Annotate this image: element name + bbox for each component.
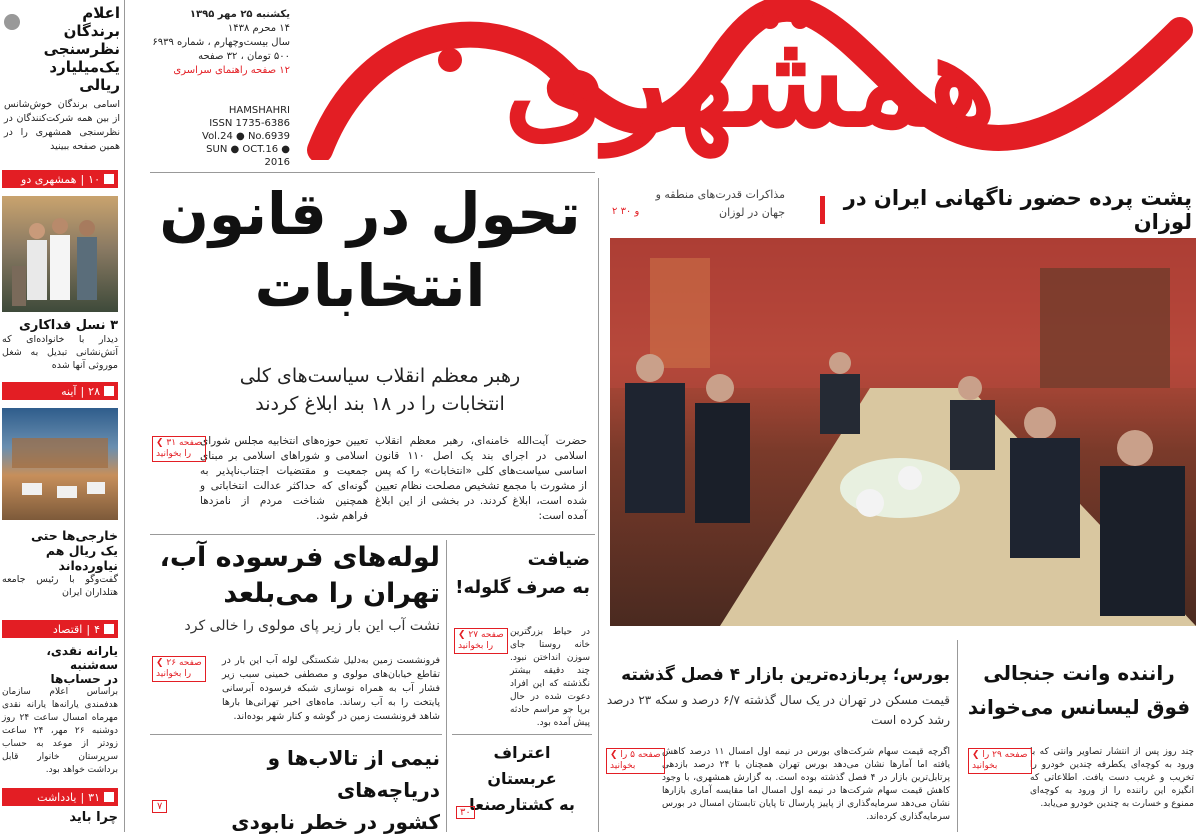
sidebar-divider — [124, 0, 125, 832]
square-icon — [104, 174, 114, 184]
feast-headline2: به صرف گلوله! — [455, 577, 590, 598]
lausanne-headline: پشت پرده حضور ناگهانی ایران در لوزان — [843, 186, 1192, 234]
section-bar-yaddasht: ۳۱ | یادداشت — [2, 788, 118, 806]
trophy-icon — [4, 14, 20, 30]
lakes-page[interactable]: ۷ — [152, 800, 167, 813]
sec1-headline: ۳ نسل فداکاری — [18, 318, 118, 333]
meeting-illustration — [610, 238, 1196, 626]
sec2-body: گفت‌وگو با رئیس جامعه هتلداران ایران — [2, 574, 118, 598]
sec3-headline2: در حساب‌ها — [50, 672, 118, 686]
lead-col-left: تعیین حوزه‌های انتخابیه مجلس شورای اسلامی و شوراهای اسلامی بر مبنای جمعیت و مقتضیات اجتناب‌ناپذیر به گونه‌ای که حداکثر عدالت انتخاباتی و همچنین شناخت مردم از نامزدها فراهم شود. — [200, 435, 368, 522]
page-ref-box[interactable]: ❮ صفحه ۵ را بخوانید — [606, 748, 665, 774]
square-icon — [104, 624, 114, 634]
pipes-headline2: تهران را می‌بلعد — [223, 578, 440, 609]
en-vol: Vol.24 ● No.6939 — [202, 131, 290, 142]
lead-subhead: رهبر معظم انقلاب سیاست‌های کلی انتخابات را در ۱۸ بند ابلاغ کردند — [239, 365, 521, 415]
pipes-sub: نشت آب این بار زیر پای مولوی را خالی کرد — [184, 618, 440, 634]
lausanne-header — [820, 186, 1192, 234]
driver-headline1: راننده وانت جنجالی — [983, 661, 1175, 685]
saudi-headline2: عربستان — [487, 769, 557, 788]
lausanne-pages: ۲ و ۳۰ — [612, 206, 640, 217]
sec2-headline2: یک ریال هم نیاورده‌اند — [45, 543, 118, 573]
sec3-story — [2, 644, 118, 777]
driver-story — [964, 656, 1194, 724]
page-ref-box[interactable]: ❮ صفحه ۳۱ را بخوانید — [152, 436, 206, 462]
sec2-headline1: خارجی‌ها حتی — [30, 528, 118, 543]
saudi-headline1: اعتراف — [493, 743, 551, 762]
page-ref-box[interactable]: ❮ صفحه ۲۷ را بخوانید — [454, 628, 508, 654]
ad-sub2: یک‌میلیارد ریالی — [49, 58, 120, 94]
page-ref-box[interactable]: ❮ صفحه ۲۹ را بخوانید — [968, 748, 1032, 774]
pipes-body: فرونشست زمین به‌دلیل شکستگی لوله آب این بار در تقاطع خیابان‌های مولوی و مصطفی خمینی سبب زیر فشار آب به همراه نوسازی شبکه فرسوده آبرسانی پایتخت را به آب رساند. ماه‌های اخیر تهرانی‌ها بارها شاهد فرونشست زمین در گوشه و کنار شهر بوده‌اند. — [222, 655, 440, 722]
pipes-story — [150, 540, 440, 634]
sec1-body: دیدار با خانواده‌ای که آتش‌نشانی تبدیل به شغل موروثی آنها شده — [2, 334, 118, 371]
driver-page-ref[interactable] — [968, 748, 1032, 774]
lead-headline-line2: انتخابات — [254, 252, 486, 320]
pipes-page-ref[interactable] — [152, 656, 206, 682]
lakes-headline2: کشور در خطر نابودی — [231, 810, 440, 834]
lausanne-bar — [820, 196, 825, 224]
ad-sub1: نظرسنجی — [43, 40, 120, 58]
en-issn: ISSN 1735-6386 — [209, 118, 290, 129]
bourse-page-ref[interactable] — [606, 748, 665, 774]
lead-divider — [598, 178, 599, 832]
date-fa: یکشنبه ۲۵ مهر ۱۳۹۵ — [189, 9, 290, 20]
pipes-divider — [446, 540, 447, 832]
masthead-info-en — [180, 104, 290, 169]
bourse-sub: قیمت مسکن در تهران در یک سال گذشته ۶/۷ درصد و سکه ۲۳ درصد رشد کرده است — [606, 693, 950, 727]
feast-story — [452, 546, 590, 602]
feast-page-ref[interactable] — [454, 628, 508, 654]
section-bar-ayeneh: ۲۸ | آینه — [2, 382, 118, 400]
rule-saudi — [452, 734, 592, 735]
sec3-headline1: یارانه نقدی، سه‌شنبه — [46, 644, 118, 672]
driver-headline2: فوق لیسانس می‌خواند — [967, 695, 1191, 719]
price-pages: ۵۰۰ تومان ، ۳۲ صفحه — [198, 51, 290, 62]
sidebar-ad — [4, 4, 120, 154]
lead-headline-line1: تحول در قانون — [159, 180, 581, 248]
masthead-info — [150, 8, 290, 78]
rule-top-lead — [150, 172, 595, 173]
sec2-story — [2, 528, 118, 599]
lausanne-kicker: مذاکرات قدرت‌های منطقه و جهان در لوزان — [655, 188, 785, 219]
photo-lausanne-meeting — [610, 238, 1196, 626]
pipes-headline1: لوله‌های فرسوده آب، — [159, 542, 440, 573]
section-bar-eghtesad: ۴ | اقتصاد — [2, 620, 118, 638]
bourse-story — [606, 660, 950, 730]
ad-body: اسامی برندگان خوش‌شانس از بین همه شرکت‌کنندگان در نظرسنجی همشهری را در همین صفحه ببینید — [4, 99, 120, 152]
photo-hotel — [2, 408, 118, 520]
saudi-headline3: به کشتارصنعا — [469, 795, 575, 814]
photo-family — [2, 196, 118, 312]
saudi-page[interactable]: ۳۰ — [456, 806, 475, 819]
rule-pipes — [150, 534, 595, 535]
bourse-divider — [957, 640, 958, 832]
en-name: HAMSHAHRI — [228, 105, 290, 116]
ad-title: اعلام برندگان — [63, 4, 120, 40]
feast-headline1: ضیافت — [527, 549, 590, 570]
lead-col-right: حضرت آیت‌الله خامنه‌ای، رهبر معظم انقلاب اسلامی در اجرای بند یک اصل ۱۱۰ قانون اساسی سیاست‌های کلی «انتخابات» را که پس از مشورت با مجمع تشخیص مصلحت نظام تعیین شده است، ابلاغ کردند. در بخشی از این ابلاغ آمده است: — [375, 435, 587, 522]
square-icon — [104, 792, 114, 802]
bourse-headline: بورس؛ پربازده‌ترین بازار ۴ فصل گذشته — [621, 665, 950, 685]
driver-body: چند روز پس از انتشار تصاویر وانتی که با ورود به کوچه‌ای یکطرفه چندین خودرو را تخریب و غریب دست یافت. اطلاعاتی که انگیزه این راننده را از ورود به کوچه‌ای ممنوع و خسارت به چندین خودرو می‌یابد. — [1030, 747, 1194, 809]
year-issue: سال بیست‌وچهارم ، شماره ۶۹۳۹ — [152, 37, 290, 48]
rule-lakes — [150, 734, 442, 735]
feast-body: در حیاط بزرگترین خانه روستا جای سوزن انداختن نبود. چند دقیقه بیشتر نگذشته که این افراد دعوت شده در حال برپا جو مراسم حادثه پیش آمده بود. — [510, 627, 590, 728]
page-ref-box[interactable]: ❮ صفحه ۲۶ را بخوانید — [152, 656, 206, 682]
sec1-story — [2, 318, 118, 372]
square-icon — [104, 386, 114, 396]
masthead-logo — [300, 0, 1200, 160]
en-date: SUN ● OCT.16 ● 2016 — [206, 144, 290, 168]
date-hijri: ۱۴ محرم ۱۴۳۸ — [227, 23, 290, 34]
lakes-story — [180, 742, 440, 838]
sec4-headline: چرا باید — [69, 810, 118, 825]
guide-pages: ۱۲ صفحه راهنمای سراسری — [173, 65, 290, 76]
bourse-body: اگرچه قیمت سهام شرکت‌های بورس در نیمه اول امسال ۱۱ درصد کاهش یافته اما آمارها نشان می‌دهد بورس تهران همچنان با ۲۴ درصد بازدهی پرتابل‌ترین بازار در ۴ فصل گذشته بوده است. به گزارش همشهری، با وجود کاهش قیمت سهام شرکت‌ها در نیمه اول امسال اما مقایسه آماری بازارها نشان می‌دهد سرمایه‌گذاری از پاییز پارسال تا پایان تابستان امسال در بورس سرمایه‌گذاری کرده‌اند. — [662, 747, 950, 822]
lead-headline — [150, 178, 590, 322]
lead-page-ref[interactable] — [152, 436, 206, 462]
sec3-body: براساس اعلام سازمان هدفمندی یارانه‌ها یارانه نقدی مهرماه امسال ساعت ۲۴ روز دوشنبه ۲۶ مهر، ۲۴ ساعت زودتر از موعد به حساب سرپرستان خانوار قابل برداشت خواهد بود. — [2, 687, 118, 775]
section-bar-hamshahri-do: ۱۰ | همشهری دو — [2, 170, 118, 188]
lakes-headline1: نیمی از تالاب‌ها و دریاچه‌های — [267, 746, 440, 802]
logo-text: همشهری — [503, 3, 997, 156]
